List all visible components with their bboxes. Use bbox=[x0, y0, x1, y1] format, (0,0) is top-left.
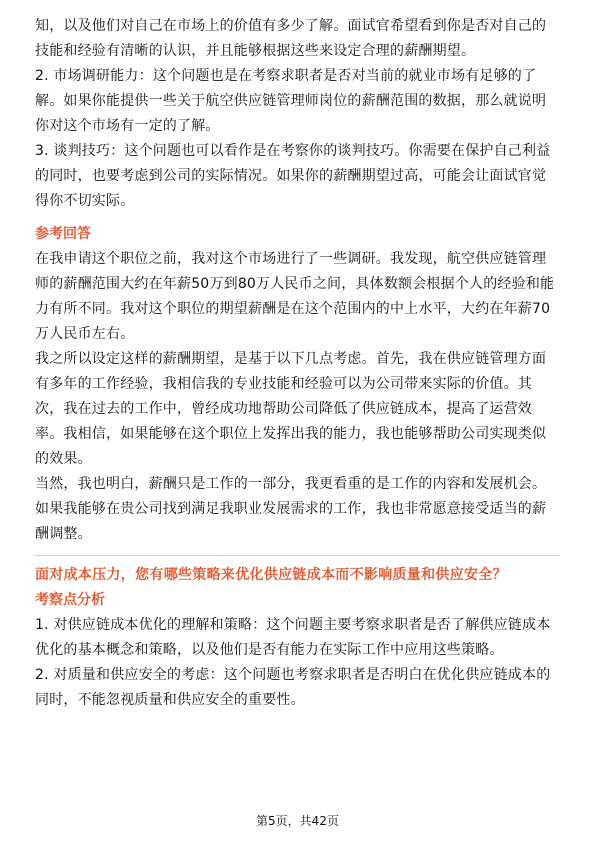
intro-paragraph-3: 3. 谈判技巧：这个问题也可以看作是在考察你的谈判技巧。你需要在保护自己利益的同时，也要考虑到公司的实际情况。如果你的薪酬期望过高，可能会让面试官觉得你不切实际。 bbox=[35, 143, 551, 209]
intro-paragraph-2: 2. 市场调研能力：这个问题也是在考察求职者是否对当前的就业市场有足够的了解。如果你能提供一些关于航空供应链管理师岗位的薪酬范围的数据，那么就说明你对这个市场有一定的了解。 bbox=[35, 68, 547, 134]
question-heading: 面对成本压力，您有哪些策略来优化供应链成本而不影响质量和供应安全？ bbox=[35, 567, 507, 583]
page-content bbox=[35, 14, 560, 713]
answer-heading: 参考回答 bbox=[35, 226, 91, 242]
answer-paragraph-1: 在我申请这个职位之前，我对这个市场进行了一些调研。我发现，航空供应链管理师的薪酬范围大约在年薪50万到80万人民币之间，具体数额会根据个人的经验和能力有所不同。我对这个职位的期望薪酬是在这个范围内的中上水平，大约在年薪70万人民币左右。 bbox=[35, 251, 555, 342]
analysis-heading: 考察点分析 bbox=[35, 592, 105, 608]
answer-paragraph-2: 我之所以设定这样的薪酬期望，是基于以下几点考虑。首先，我在供应链管理方面有多年的工作经验，我相信我的专业技能和经验可以为公司带来实际的价值。其次，我在过去的工作中，曾经成功地帮助公司降低了供应链成本，提高了运营效率。我相信，如果能够在这个职位上发挥出我的能力，我也能够帮助公司实现类似的效果。 bbox=[35, 351, 547, 467]
section-divider bbox=[35, 555, 560, 556]
intro-paragraph-1: 知，以及他们对自己在市场上的价值有多少了解。面试官希望看到你是否对自己的技能和经验有清晰的认识，并且能够根据这些来设定合理的薪酬期望。 bbox=[35, 18, 547, 59]
analysis-paragraph-1: 1. 对供应链成本优化的理解和策略：这个问题主要考察求职者是否了解供应链成本优化的基本概念和策略，以及他们是否有能力在实际工作中应用这些策略。 bbox=[35, 617, 551, 658]
analysis-paragraph-2: 2. 对质量和供应安全的考虑：这个问题也考察求职者是否明白在优化供应链成本的同时，不能忽视质量和供应安全的重要性。 bbox=[35, 667, 551, 708]
answer-paragraph-3: 当然，我也明白，薪酬只是工作的一部分，我更看重的是工作的内容和发展机会。如果我能够在贵公司找到满足我职业发展需求的工作，我也非常愿意接受适当的薪酬调整。 bbox=[35, 476, 547, 542]
page-number-footer: 第5页，共42页 bbox=[256, 814, 339, 828]
